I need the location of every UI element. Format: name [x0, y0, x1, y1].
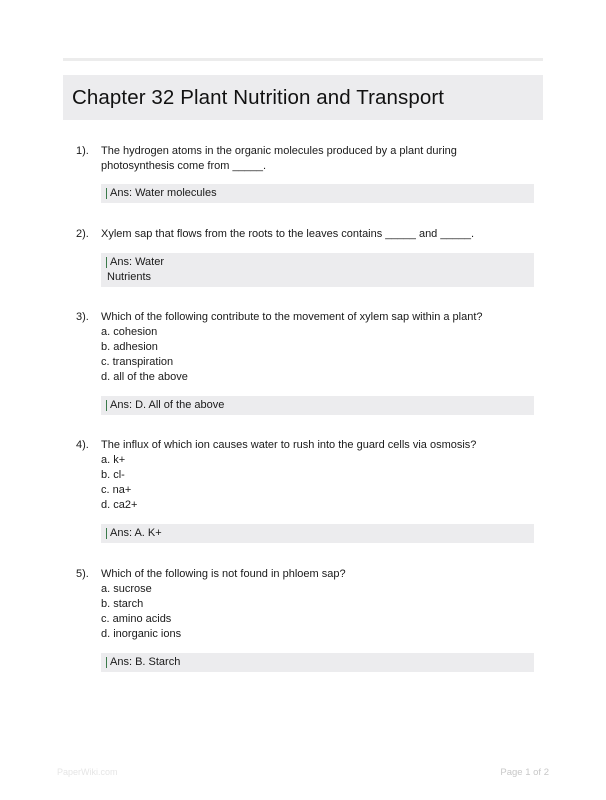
question-stem: The influx of which ion causes water to rush into the guard cells via osmosis?	[101, 439, 477, 451]
question-stem: Which of the following is not found in phloem sap?	[101, 568, 346, 580]
question-stem: Which of the following contribute to the movement of xylem sap within a plant?	[101, 311, 483, 323]
answer-box	[101, 253, 534, 287]
answer-line: Ans: D. All of the above	[110, 399, 225, 411]
option-b: b. starch	[101, 598, 144, 610]
question-number: 3).	[76, 311, 89, 323]
answer-box	[101, 184, 534, 203]
question-text	[101, 438, 531, 513]
option-c: c. na+	[101, 484, 132, 496]
option-a: a. k+	[101, 454, 126, 466]
question-text: Xylem sap that flows from the roots to the leaves contains _____ and _____.	[101, 228, 475, 240]
answer-line: Ans: A. K+	[110, 527, 162, 539]
question-number: 4).	[76, 439, 89, 451]
option-d: d. all of the above	[101, 371, 188, 383]
question-number: 2).	[76, 228, 89, 240]
question-text	[101, 567, 531, 642]
answer-line: Ans: B. Starch	[110, 656, 181, 668]
footer-watermark: PaperWiki.com	[57, 767, 118, 777]
option-b: b. cl-	[101, 469, 125, 481]
option-d: d. inorganic ions	[101, 628, 182, 640]
answer-line: Nutrients	[107, 271, 152, 283]
title-band	[63, 75, 543, 120]
option-d: d. ca2+	[101, 499, 138, 511]
answer-line: Ans: Water molecules	[110, 187, 217, 199]
page-number: Page 1 of 2	[500, 767, 549, 778]
question-text	[101, 310, 531, 385]
top-divider	[63, 58, 543, 61]
option-b: b. adhesion	[101, 341, 158, 353]
answer-box	[101, 396, 534, 415]
answer-box	[101, 524, 534, 543]
question-number: 1).	[76, 145, 89, 157]
option-c: c. transpiration	[101, 356, 174, 368]
question-text: The hydrogen atoms in the organic molecules produced by a plant during photosynthesis come from _____.	[101, 145, 457, 172]
answer-box	[101, 653, 534, 672]
page-title: Chapter 32 Plant Nutrition and Transport	[72, 85, 445, 109]
option-a: a. cohesion	[101, 326, 158, 338]
answer-line: Ans: Water	[110, 256, 164, 268]
question-number: 5).	[76, 568, 89, 580]
option-c: c. amino acids	[101, 613, 172, 625]
option-a: a. sucrose	[101, 583, 152, 595]
